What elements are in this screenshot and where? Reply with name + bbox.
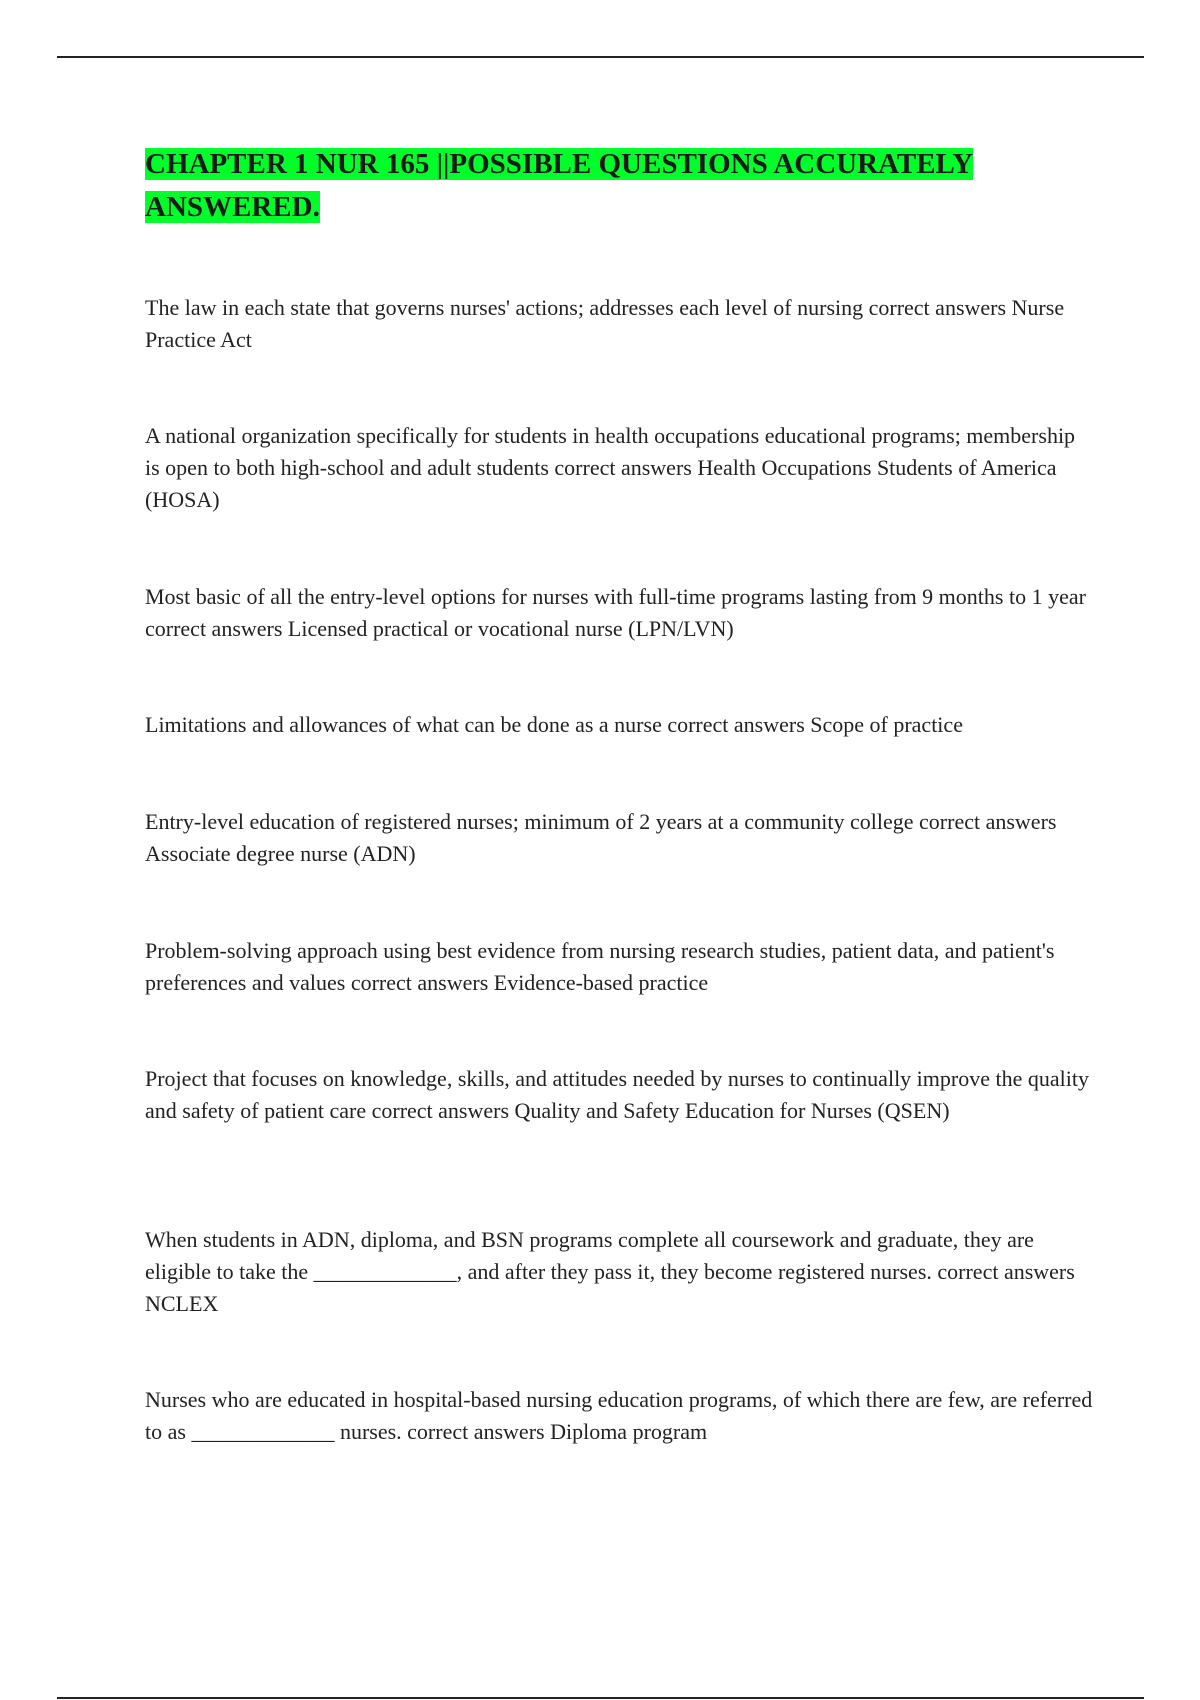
title-highlight: CHAPTER 1 NUR 165 ||POSSIBLE QUESTIONS ACCURATELY ANSWERED.	[145, 148, 974, 223]
qa-entry-6: Problem-solving approach using best evidence from nursing research studies, patient data, and patient's preferences and values correct answers Evidence-based practice	[145, 938, 1055, 995]
bottom-rule	[57, 1697, 1144, 1699]
qa-entry-4: Limitations and allowances of what can be done as a nurse correct answers Scope of practice	[145, 712, 963, 737]
qa-entry-9: Nurses who are educated in hospital-based nursing education programs, of which there are few, are referred to as _____________ nurses. correct answers Diploma program	[145, 1387, 1093, 1444]
qa-entry-3: Most basic of all the entry-level options for nurses with full-time programs lasting from 9 months to 1 year correct answers Licensed practical or vocational nurse (LPN/LVN)	[145, 584, 1086, 641]
qa-entry-7: Project that focuses on knowledge, skills, and attitudes needed by nurses to continually improve the quality and safety of patient care correct answers Quality and Safety Education for Nurses (QSEN)	[145, 1066, 1089, 1123]
qa-entry-2: A national organization specifically for students in health occupations educational programs; membership is open to both high-school and adult students correct answers Health Occupations Students of America (HOSA)	[145, 423, 1076, 512]
document-title	[145, 143, 1085, 229]
top-rule	[57, 56, 1144, 58]
qa-entry-8: When students in ADN, diploma, and BSN programs complete all coursework and graduate, they are eligible to take the _____________, and after they pass it, they become registered nurses. correct answers NCLEX	[145, 1227, 1075, 1316]
qa-entry-1: The law in each state that governs nurses' actions; addresses each level of nursing correct answers Nurse Practice Act	[145, 295, 1065, 352]
qa-entry-5: Entry-level education of registered nurses; minimum of 2 years at a community college correct answers Associate degree nurse (ADN)	[145, 809, 1057, 866]
